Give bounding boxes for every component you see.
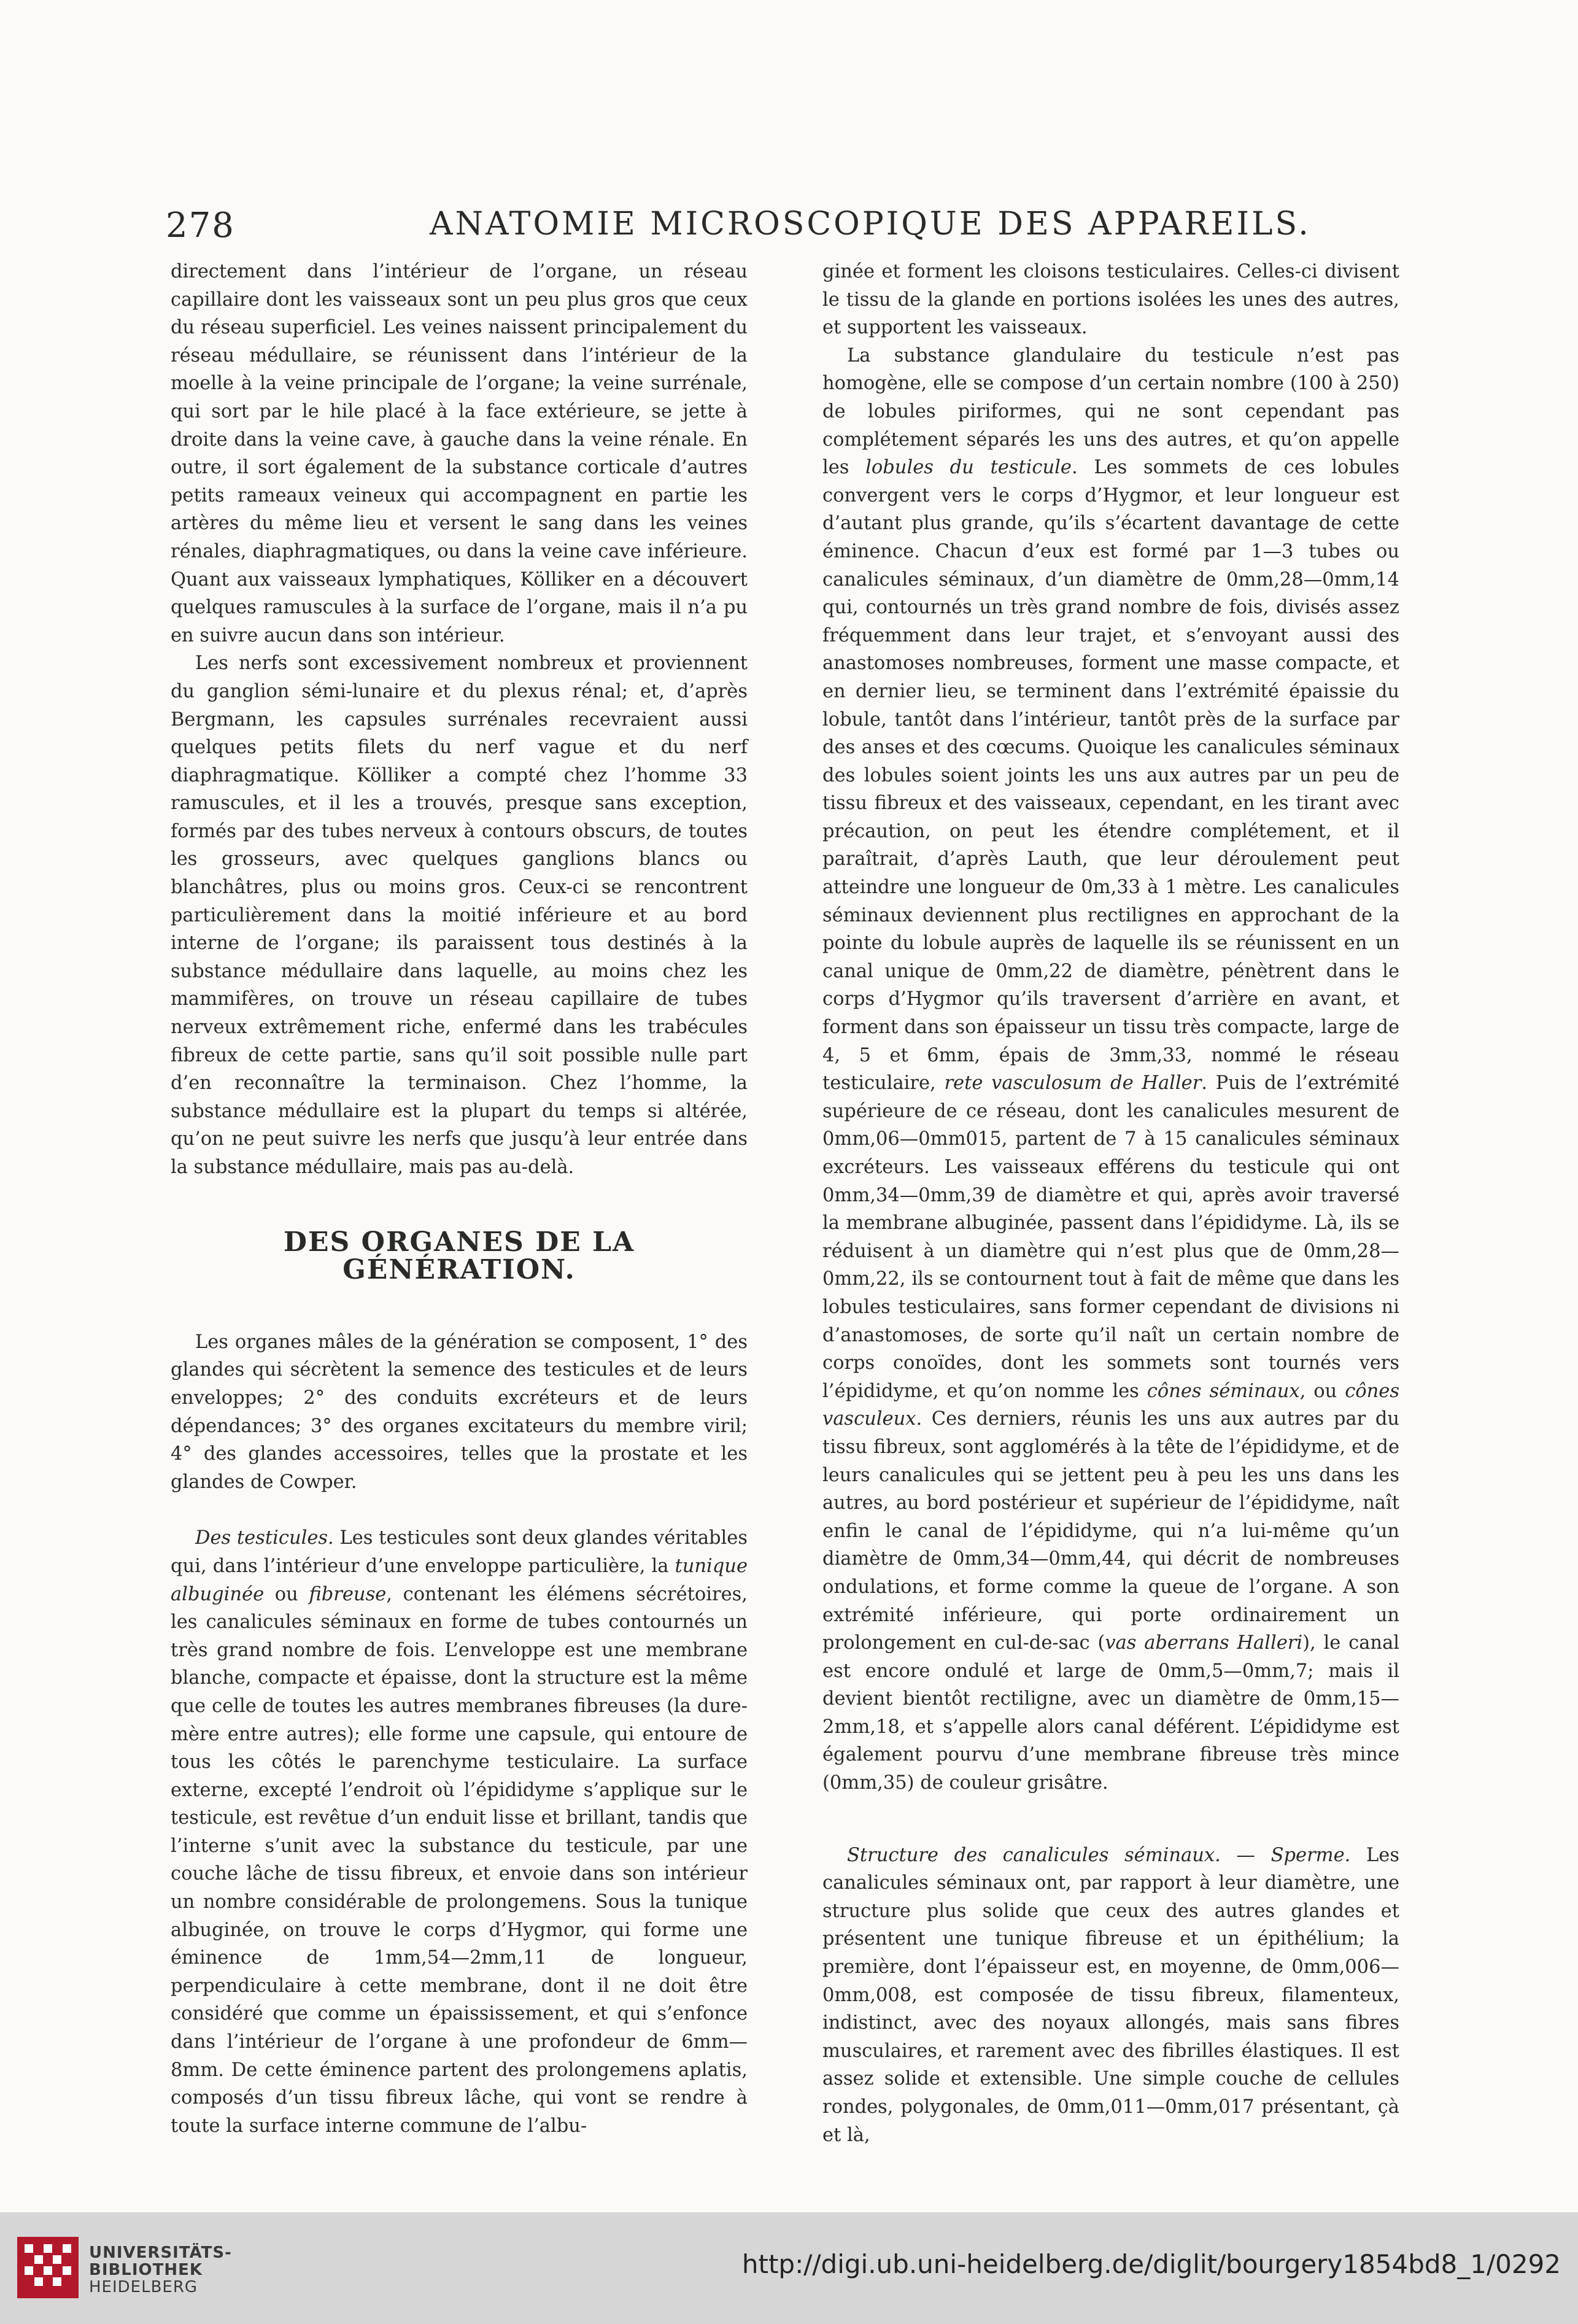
italic-lead: Structure des canalicules séminaux. — Sperme. xyxy=(847,1844,1351,1866)
running-title: ANATOMIE MICROSCOPIQUE DES APPAREILS. xyxy=(430,206,1311,242)
right-column xyxy=(822,258,1399,2149)
paragraph: Des testicules. Les testicules sont deux glandes véritables qui, dans l’intérieur d’une enveloppe particulière, la tunique albuginée ou fibreuse, contenant les élémens sécrétoires, les canalicules séminaux en forme de tubes contournés un très grand nombre de fois. L’enveloppe est une membrane blanche, compacte et épaisse, dont la structure est la même que celle de toutes les autres membranes fibreuses (la dure-mère entre autres); elle forme une capsule, qui entoure de tous les côtés le parenchyme testiculaire. La surface externe, excepté l’endroit où l’épididyme s’applique sur le testicule, est revêtue d’un enduit lisse et brillant, tandis que l’interne s’unit avec la substance du testicule, par une couche lâche de tissu fibreux, et envoie dans son intérieur un nombre considérable de prolongemens. Sous la tunique albuginée, on trouve le corps d’Hygmor, qui forme une éminence de 1mm,54—2mm,11 de longueur, perpendiculaire à cette membrane, dont il ne doit être considéré que comme un épaississement, et qui s’enfonce dans l’intérieur de l’organe à une profondeur de 6mm—8mm. De cette éminence partent des prolongemens aplatis, composés d’un tissu fibreux lâche, qui vont se rendre à toute la surface interne commune de l’albu- xyxy=(171,1527,748,2137)
paragraph: ginée et forment les cloisons testiculaires. Celles-ci divisent le tissu de la glande en portions isolées les unes des autres, et supportent les vaisseaux. xyxy=(822,261,1399,339)
paragraph: La substance glandulaire du testicule n’est pas homogène, elle se compose d’un certain nombre (100 à 250) de lobules piriformes, qui ne sont cependant pas complétement séparés les uns des autres, et qu’on appelle les lobules du testicule. Les sommets de ces lobules convergent vers le corps d’Hygmor, et leur longueur est d’autant plus grande, qu’ils s’écartent davantage de cette éminence. Chacun d’eux est formé par 1—3 tubes ou canalicules séminaux, d’un diamètre de 0mm,28—0mm,14 qui, contournés un très grand nombre de fois, divisés assez fréquemment dans leur trajet, et s’envoyant aussi des anastomoses nombreuses, forment une masse compacte, et en dernier lieu, se terminent dans l’extrémité épaissie du lobule, tantôt dans l’intérieur, tantôt près de la surface par des anses et des cœcums. Quoique les canalicules séminaux des lobules soient joints les uns aux autres par un peu de tissu fibreux et des vaisseaux, cependant, en les tirant avec précaution, on peut les étendre complétement, et il paraîtrait, d’après Lauth, que leur déroulement peut atteindre une longueur de 0m,33 à 1 mètre. Les canalicules séminaux deviennent plus rectilignes en approchant de la pointe du lobule auprès de laquelle ils se réunissent en un canal unique de 0mm,22 de diamètre, pénètrent dans le corps d’Hygmor qu’ils traversent d’arrière en avant, et forment dans son épaisseur un tissu très compacte, large de 4, 5 et 6mm, épais de 3mm,33, nommé le réseau testiculaire, rete vasculosum de Haller. Puis de l’extrémité supérieure de ce réseau, dont les canalicules mesurent de 0mm,06—0mm015, partent de 7 à 15 canalicules séminaux excréteurs. Les vaisseaux efférens du testicule qui ont 0mm,34—0mm,39 de diamètre et qui, après avoir traversé la membrane albuginée, passent dans l’épididyme. Là, ils se réduisent à un diamètre qui n’est plus que de 0mm,28—0mm,22, ils se contournent tout à fait de même que dans les lobules testiculaires, sans former cependant de divisions ni d’anastomoses, de sorte qu’il naît un certain nombre de corps conoïdes, dont les sommets sont tournés vers l’épididyme, et qu’on nomme les cônes séminaux, ou cônes vasculeux. Ces derniers, réunis les uns aux autres par du tissu fibreux, sont agglomérés à la tête de l’épididyme, et de leurs canalicules qui se jettent peu à peu les uns dans les autres, au bord postérieur et supérieur de l’épididyme, naît enfin le canal de l’épididyme, qui n’a lui-même qu’un diamètre de 0mm,34—0mm,44, qui décrit de nombreuses ondulations, et forme comme la queue de l’organe. A son extrémité inférieure, qui porte ordinairement un prolongement en cul-de-sac (vas aberrans Halleri), le canal est encore ondulé et large de 0mm,5—0mm,7; mais il devient bientôt rectiligne, avec un diamètre de 0mm,15—2mm,18, et s’appelle alors canal déférent. L’épididyme est également pourvu d’une membrane fibreuse très mince (0mm,35) de couleur grisâtre. xyxy=(822,344,1400,1794)
paragraph: Structure des canalicules séminaux. — Sperme. Les canalicules séminaux ont, par rapport à leur diamètre, une structure plus solide que ceux des autres glandes et présentent une tunique fibreuse et un épithélium; la première, dont l’épaisseur est, en moyenne, de 0mm,006—0mm,008, est composée de tissu fibreux, filamenteux, indistinct, avec des noyaux allongés, mais sans fibres musculaires, et rarement avec des fibrilles élastiques. Il est assez solide et extensible. Une simple couche de cellules rondes, polygonales, de 0mm,011—0mm,017 présentant, çà et là, xyxy=(822,1844,1399,2146)
paragraph: directement dans l’intérieur de l’organe, un réseau capillaire dont les vaisseaux sont un peu plus gros que ceux du réseau superficiel. Les veines naissent principalement du réseau médullaire, se réunissent dans l’intérieur de la moelle à la veine principale de l’organe; la veine surrénale, qui sort par le hile placé à la face extérieure, se jette à droite dans la veine cave, à gauche dans la veine rénale. En outre, il sort également de la substance corticale d’autres petits rameaux veineux qui accompagnent en partie les artères du même lieu et versent le sang dans les veines rénales, diaphragmatiques, ou dans la veine cave inférieure. Quant aux vaisseaux lymphatiques, Kölliker en a découvert quelques ramuscules à la surface de l’organe, mais il n’a pu en suivre aucun dans son intérieur. xyxy=(171,261,748,646)
italic-lead: Des testicules. xyxy=(195,1527,334,1549)
section-heading: DES ORGANES DE LA GÉNÉRATION. xyxy=(283,1226,635,1286)
page-header xyxy=(166,206,1412,255)
footer-bar xyxy=(0,2212,1578,2324)
paragraph: Les nerfs sont excessivement nombreux et proviennent du ganglion sémi-lunaire et du plexus rénal; et, d’après Bergmann, les capsules surrénales recevraient aussi quelques petits filets du nerf vague et du nerf diaphragmatique. Kölliker a compté chez l’homme 33 ramuscules, et il les a trouvés, presque sans exception, formés par des tubes nerveux à contours obscurs, de toutes les grosseurs, avec quelques ganglions blancs ou blanchâtres, plus ou moins gros. Ceux-ci se rencontrent particulièrement dans la moitié inférieure et au bord interne de l’organe; ils paraissent tous destinés à la substance médullaire dans laquelle, au moins chez les mammifères, on trouve un réseau capillaire de tubes nerveux extrêmement riche, enfermé dans les trabécules fibreux de cette partie, sans qu’il soit possible nulle part d’en reconnaître la terminaison. Chez l’homme, la substance médullaire est la plupart du temps si altérée, qu’on ne peut suivre les nerfs que jusqu’à leur entrée dans la substance médullaire, mais pas au-delà. xyxy=(171,653,748,1178)
page-number: 278 xyxy=(166,206,235,246)
paragraph: Les organes mâles de la génération se composent, 1° des glandes qui sécrètent la semence des testicules et de leurs enveloppes; 2° des conduits excréteurs et de leurs dépendances; 3° des organes excitateurs du membre viril; 4° des glandes accessoires, telles que la prostate et les glandes de Cowper. xyxy=(171,1331,748,1493)
library-name: UNIVERSITÄTS- BIBLIOTHEK HEIDELBERG xyxy=(89,2244,232,2296)
left-column xyxy=(171,258,748,2140)
permalink-url[interactable]: http://digi.ub.uni-heidelberg.de/diglit/bourgery1854bd8_1/0292 xyxy=(741,2249,1561,2279)
university-library-logo-icon xyxy=(17,2237,79,2298)
